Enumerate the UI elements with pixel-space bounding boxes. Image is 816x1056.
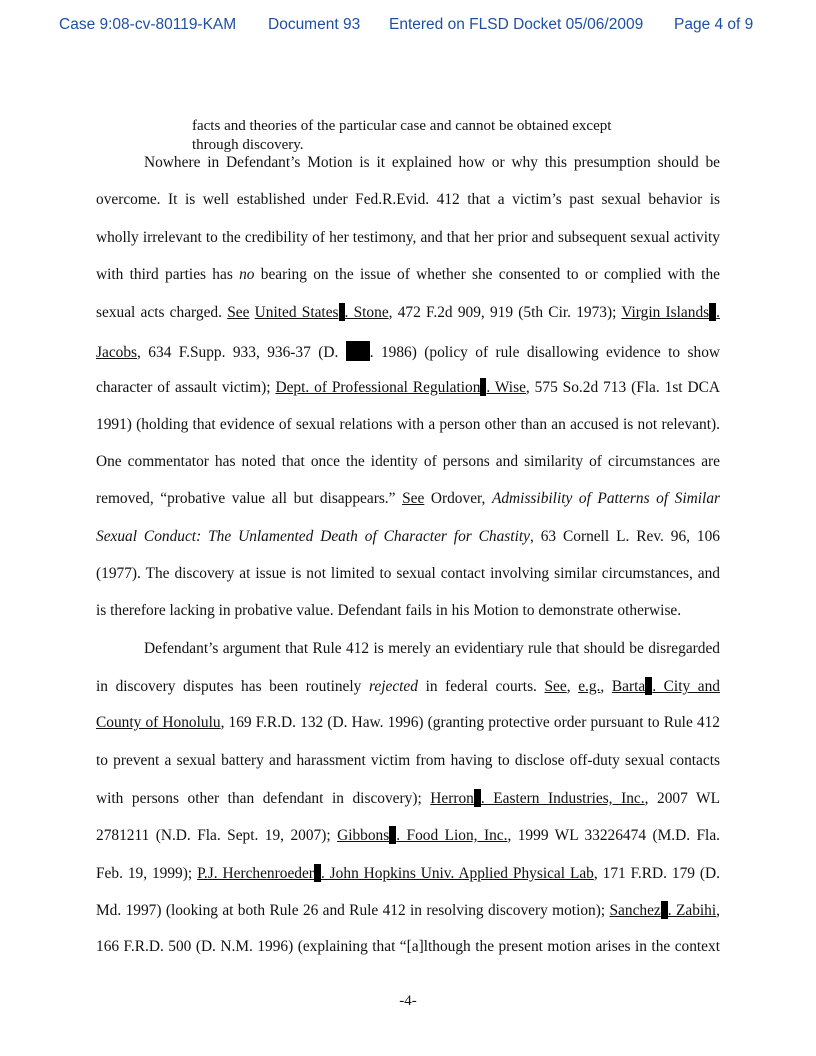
text-run: . 1986) (policy of rule disallowing evidence to show [369,344,721,361]
case-citation: Barta [611,678,646,695]
case-citation: . John Hopkins Univ. Applied Physical Lab [320,865,594,882]
case-citation: County of Honolulu [96,714,221,731]
article-title: Admissibility of Patterns of Similar [491,490,721,507]
text-run: to prevent a sexual battery and harassment victim from having to disclose off-duty sexual contacts [96,752,720,769]
text-run: in discovery disputes has been routinely [96,678,369,695]
text-run: , 575 So.2d 713 (Fla. 1st DCA [525,379,720,396]
case-citation: Jacobs [96,344,138,361]
text-run: overcome. It is well established under Fed.R.Evid. 412 that a victim’s past sexual behavior is [96,191,720,208]
text-line [96,864,720,884]
case-citation: Sanchez [609,902,661,919]
text-run: , 472 F.2d 909, 919 (5th Cir. 1973); [388,304,622,321]
block-quote-line: facts and theories of the particular case and cannot be obtained except [192,118,612,134]
text-run: 2781211 (N.D. Fla. Sept. 19, 2007); [96,827,338,844]
case-citation: . Eastern Industries, Inc. [480,790,645,807]
text-line [96,565,720,585]
docket-header [0,16,816,38]
text-run: , [566,678,579,695]
text-run: (1977). The discovery at issue is not limited to sexual contact involving similar circumstances, and [96,565,720,582]
text-run: with persons other than defendant in discovery); [96,790,431,807]
text-run: Md. 1997) (looking at both Rule 26 and Rule 412 in resolving discovery motion); [96,902,610,919]
text-run: removed, “probative value all but disappears.” [96,490,403,507]
text-line [96,714,720,734]
text-line [96,752,720,772]
case-citation: United States [254,304,339,321]
text-run: , [600,678,612,695]
text-line [96,901,720,921]
text-run: , 634 F.Supp. 933, 936-37 (D. [137,344,346,361]
redaction-box [314,864,321,882]
page-number-footer: -4- [399,993,417,1009]
signal-see: See [227,304,250,321]
case-number: Case 9:08-cv-80119-KAM [59,16,237,33]
page-indicator: Page 4 of 9 [674,16,754,33]
text-line [96,303,720,323]
text-run: , 2007 WL [644,790,720,807]
case-citation: . [716,304,720,321]
case-citation: Herron [430,790,474,807]
text-run: One commentator has noted that once the identity of persons and similarity of circumstances are [96,453,720,470]
text-run: character of assault victim); [96,379,276,396]
case-citation: . Food Lion, Inc. [396,827,508,844]
text-run: Feb. 19, 1999); [96,865,198,882]
redaction-box [661,901,668,919]
text-line [96,229,720,249]
case-citation: . City and [652,678,720,695]
text-line [144,154,720,174]
case-citation: P.J. Herchenroeder [197,865,314,882]
signal-see: See [402,490,425,507]
text-run: , [716,902,720,919]
text-run: , 169 F.R.D. 132 (D. Haw. 1996) (granting protective order pursuant to Rule 412 [220,714,720,731]
emphasis: no [239,266,255,283]
text-line [96,789,720,809]
signal-eg: e.g. [578,678,601,695]
redaction-box [474,789,481,807]
text-line [96,677,720,697]
document-number: Document 93 [268,16,361,33]
case-citation: Gibbons [337,827,390,844]
text-run: Nowhere in Defendant’s Motion is it explained how or why this presumption should be [144,154,720,171]
text-line [96,416,720,436]
text-run: 1991) (holding that evidence of sexual relations with a person other than an accused is not relevant). [96,416,720,433]
text-line [96,378,720,398]
text-line [96,528,720,548]
text-run: Ordover, [424,490,492,507]
text-run: with third parties has [96,266,240,283]
text-line [96,266,720,286]
signal-see: See [544,678,567,695]
block-quote [192,117,642,154]
text-run: Defendant’s argument that Rule 412 is merely an evidentiary rule that should be disregarded [144,640,720,657]
case-citation: Virgin Islands [621,304,710,321]
article-title: Sexual Conduct: The Unlamented Death of Character for Chastity [96,528,530,545]
text-run: is therefore lacking in probative value. Defendant fails in his Motion to demonstrate otherwise. [96,602,682,619]
text-run: 166 F.R.D. 500 (D. N.M. 1996) (explaining that “[a]lthough the present motion arises in the context [96,938,720,955]
text-line [96,191,720,211]
case-citation: . Stone [344,304,389,321]
text-line [96,490,720,510]
text-line [96,453,720,473]
case-citation: Dept. of Professional Regulation [275,379,481,396]
text-line [96,938,720,958]
text-line [96,602,720,622]
text-run: in federal courts. [417,678,545,695]
docket-entry-date: Entered on FLSD Docket 05/06/2009 [389,16,644,33]
text-line [96,341,720,361]
text-run: sexual acts charged. [96,304,228,321]
text-run: wholly irrelevant to the credibility of her testimony, and that her prior and subsequent sexual activity [96,229,720,246]
text-line [144,640,720,660]
redaction-box [346,341,370,361]
emphasis: rejected [368,678,418,695]
text-run: , 171 F.RD. 179 (D. [593,865,720,882]
text-line [96,826,720,846]
text-run: , 63 Cornell L. Rev. 96, 106 [529,528,721,545]
text-run: , 1999 WL 33226474 (M.D. Fla. [507,827,721,844]
case-citation: . Wise [486,379,526,396]
block-quote-line: through discovery. [192,136,304,153]
case-citation: . Zabihi [667,902,717,919]
text-run: bearing on the issue of whether she consented to or complied with the [254,266,720,283]
